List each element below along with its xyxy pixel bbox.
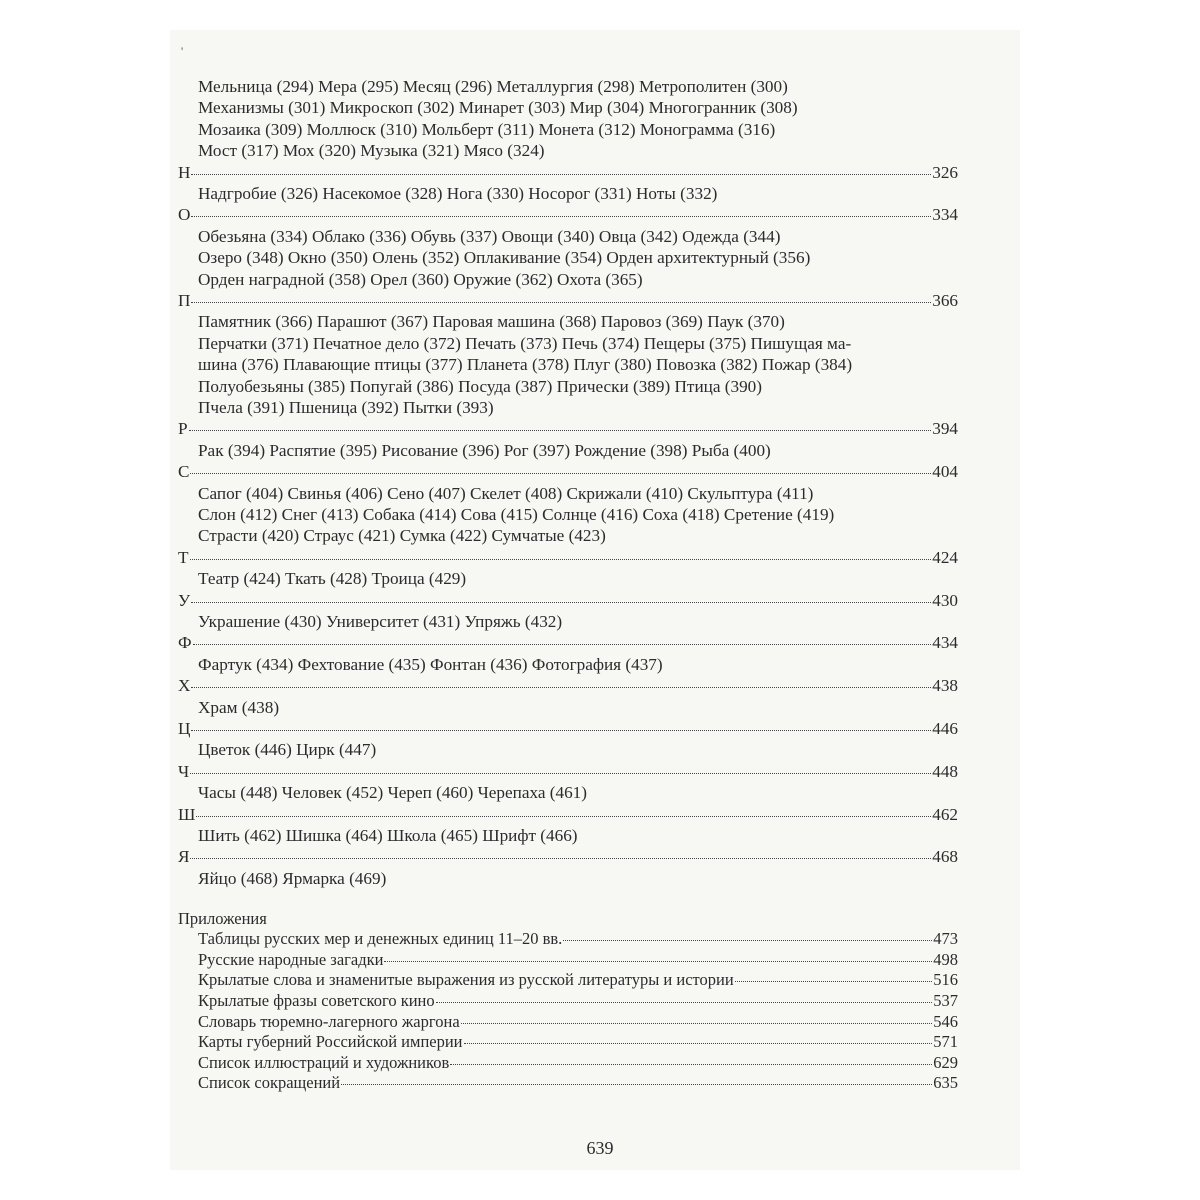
appendix-item-label: Словарь тюремно-лагерного жаргона xyxy=(198,1011,460,1031)
entry-line: Рак (394) Распятие (395) Рисование (396) Рог (397) Рождение (398) Рыба (400) xyxy=(198,440,771,460)
section-4 xyxy=(178,418,958,461)
section-page-number: 434 xyxy=(932,633,958,653)
entry-line: Часы (448) Человек (452) Череп (460) Черепаха (461) xyxy=(198,783,587,803)
spacer xyxy=(178,889,958,909)
entry-line: Пчела (391) Пшеница (392) Пытки (393) xyxy=(198,398,494,418)
entry-line: Яйцо (468) Ярмарка (469) xyxy=(198,868,387,888)
dot-leader xyxy=(196,816,931,817)
section-6 xyxy=(178,547,958,590)
section-page-number: 366 xyxy=(932,291,958,311)
appendix-title: Приложения xyxy=(178,909,267,929)
section-page-number: 468 xyxy=(932,847,958,867)
section-heading-row[interactable] xyxy=(178,718,958,739)
section-heading-row[interactable] xyxy=(178,162,958,183)
section-words xyxy=(198,568,958,589)
section-page-number: 326 xyxy=(932,162,958,182)
section-words xyxy=(198,311,958,418)
appendix-item[interactable] xyxy=(198,1012,958,1033)
dot-leader xyxy=(189,430,932,431)
section-letter: Т xyxy=(178,547,189,567)
section-1 xyxy=(178,162,958,205)
section-page-number: 448 xyxy=(932,761,958,781)
header-mark: ' xyxy=(181,44,184,58)
section-words xyxy=(198,440,958,461)
section-5 xyxy=(178,461,958,547)
entry-line: Механизмы (301) Микроскоп (302) Минарет (303) Мир (304) Многогранник (308) xyxy=(198,98,798,118)
appendix-item-label: Список сокращений xyxy=(198,1073,341,1093)
dot-leader xyxy=(191,174,931,175)
dot-leader xyxy=(191,730,931,731)
initial-words xyxy=(198,76,958,162)
appendix-item-page: 629 xyxy=(933,1052,958,1072)
section-heading-row[interactable] xyxy=(178,590,958,611)
appendix-item-label: Крылатые фразы советского кино xyxy=(198,991,435,1011)
section-page-number: 424 xyxy=(932,547,958,567)
section-letter: Н xyxy=(178,162,191,182)
section-heading-row[interactable] xyxy=(178,632,958,653)
entry-line: Сапог (404) Свинья (406) Сено (407) Скелет (408) Скрижали (410) Скульптура (411) xyxy=(198,483,814,503)
entry-line: Озеро (348) Окно (350) Олень (352) Оплакивание (354) Орден архитектурный (356) xyxy=(198,248,811,268)
appendix-item[interactable] xyxy=(198,991,958,1012)
dot-leader xyxy=(191,302,931,303)
section-words xyxy=(198,739,958,760)
dot-leader xyxy=(193,644,932,645)
section-words xyxy=(198,825,958,846)
section-words xyxy=(198,483,958,547)
section-letter: Ш xyxy=(178,804,196,824)
section-heading-row[interactable] xyxy=(178,204,958,225)
section-9 xyxy=(178,675,958,718)
dot-leader xyxy=(436,1002,933,1003)
section-words xyxy=(198,868,958,889)
entry-line: Украшение (430) Университет (431) Упряжь (432) xyxy=(198,612,563,632)
section-12 xyxy=(178,804,958,847)
section-page-number: 446 xyxy=(932,719,958,739)
appendix-item[interactable] xyxy=(198,1053,958,1074)
letter-sections xyxy=(178,162,958,890)
dot-leader xyxy=(735,981,933,982)
dot-leader xyxy=(384,961,932,962)
appendix-item-page: 498 xyxy=(933,949,958,969)
section-page-number: 430 xyxy=(932,590,958,610)
section-8 xyxy=(178,632,958,675)
appendix-list xyxy=(198,929,958,1094)
section-page-number: 404 xyxy=(932,462,958,482)
section-letter: Ц xyxy=(178,719,191,739)
section-letter: С xyxy=(178,462,190,482)
section-3 xyxy=(178,290,958,418)
dot-leader xyxy=(191,687,931,688)
section-page-number: 438 xyxy=(932,676,958,696)
appendix-item-page: 537 xyxy=(933,991,958,1011)
section-heading-row[interactable] xyxy=(178,846,958,867)
section-heading-row[interactable] xyxy=(178,804,958,825)
appendix-item-page: 571 xyxy=(933,1032,958,1052)
dot-leader xyxy=(190,858,931,859)
appendix-item[interactable] xyxy=(198,1032,958,1053)
appendix-item[interactable] xyxy=(198,929,958,950)
section-letter: Ч xyxy=(178,761,190,781)
section-heading-row[interactable] xyxy=(178,675,958,696)
section-11 xyxy=(178,761,958,804)
entry-line: Обезьяна (334) Облако (336) Обувь (337) Овощи (340) Овца (342) Одежда (344) xyxy=(198,226,781,246)
section-13 xyxy=(178,846,958,889)
appendix-item-label: Крылатые слова и знаменитые выражения из русской литературы и истории xyxy=(198,970,734,990)
dot-leader xyxy=(191,216,931,217)
entry-line: Мост (317) Мох (320) Музыка (321) Мясо (324) xyxy=(198,141,545,161)
appendix-item[interactable] xyxy=(198,970,958,991)
section-letter: У xyxy=(178,590,191,610)
section-page-number: 394 xyxy=(932,419,958,439)
appendix-item-page: 516 xyxy=(933,970,958,990)
entry-line: шина (376) Плавающие птицы (377) Планета (378) Плуг (380) Повозка (382) Пожар (384) xyxy=(198,355,853,375)
appendix-item-page: 473 xyxy=(933,929,958,949)
section-7 xyxy=(178,590,958,633)
appendix-item-label: Таблицы русских мер и денежных единиц 11–20 вв. xyxy=(198,929,563,949)
dot-leader xyxy=(563,940,932,941)
entry-line: Цветок (446) Цирк (447) xyxy=(198,740,377,760)
section-letter: Р xyxy=(178,419,188,439)
entry-line: Надгробие (326) Насекомое (328) Нога (330) Носорог (331) Ноты (332) xyxy=(198,184,718,204)
section-words xyxy=(198,697,958,718)
dot-leader xyxy=(190,773,931,774)
section-words xyxy=(198,226,958,290)
section-words xyxy=(198,183,958,204)
section-letter: О xyxy=(178,205,191,225)
section-heading-row[interactable] xyxy=(178,418,958,439)
appendix-item[interactable] xyxy=(198,1073,958,1094)
section-heading-row[interactable] xyxy=(178,290,958,311)
dot-leader xyxy=(190,473,931,474)
entry-line: Памятник (366) Парашют (367) Паровая машина (368) Паровоз (369) Паук (370) xyxy=(198,312,785,332)
section-letter: П xyxy=(178,291,191,311)
entry-line: Храм (438) xyxy=(198,697,280,717)
section-heading-row[interactable] xyxy=(178,761,958,782)
entry-line: Фартук (434) Фехтование (435) Фонтан (436) Фотография (437) xyxy=(198,654,663,674)
entry-line: Мозаика (309) Моллюск (310) Мольберт (311) Монета (312) Монограмма (316) xyxy=(198,119,776,139)
dot-leader xyxy=(450,1064,932,1065)
entry-line: Шить (462) Шишка (464) Школа (465) Шрифт (466) xyxy=(198,826,578,846)
dot-leader xyxy=(191,602,931,603)
section-letter: Х xyxy=(178,676,191,696)
section-words xyxy=(198,654,958,675)
section-heading-row[interactable] xyxy=(178,547,958,568)
appendix-item-label: Список иллюстраций и художников xyxy=(198,1052,450,1072)
section-page-number: 462 xyxy=(932,804,958,824)
dot-leader xyxy=(464,1043,933,1044)
entry-line: Страсти (420) Страус (421) Сумка (422) Сумчатые (423) xyxy=(198,526,606,546)
page-number: 639 xyxy=(586,1138,614,1158)
dot-leader xyxy=(341,1084,932,1085)
section-letter: Я xyxy=(178,847,190,867)
appendix-item-page: 546 xyxy=(933,1011,958,1031)
entry-line: Орден наградной (358) Орел (360) Оружие (362) Охота (365) xyxy=(198,269,643,289)
section-2 xyxy=(178,204,958,290)
dot-leader xyxy=(190,559,932,560)
table-of-contents xyxy=(178,76,958,1094)
section-words xyxy=(198,782,958,803)
section-page-number: 334 xyxy=(932,205,958,225)
entry-line: Полуобезьяны (385) Попугай (386) Посуда (387) Прически (389) Птица (390) xyxy=(198,376,762,396)
appendix-item[interactable] xyxy=(198,950,958,971)
section-words xyxy=(198,611,958,632)
dot-leader xyxy=(461,1023,933,1024)
appendix-item-label: Карты губерний Российской империи xyxy=(198,1032,463,1052)
section-10 xyxy=(178,718,958,761)
entry-line: Перчатки (371) Печатное дело (372) Печать (373) Печь (374) Пещеры (375) Пишущая ма- xyxy=(198,333,852,353)
appendix-item-label: Русские народные загадки xyxy=(198,949,384,969)
section-letter: Ф xyxy=(178,633,192,653)
entry-line: Мельница (294) Мера (295) Месяц (296) Металлургия (298) Метрополитен (300) xyxy=(198,77,788,96)
appendix-item-page: 635 xyxy=(933,1073,958,1093)
section-heading-row[interactable] xyxy=(178,461,958,482)
entry-line: Слон (412) Снег (413) Собака (414) Сова (415) Солнце (416) Соха (418) Сретение (419) xyxy=(198,505,835,525)
entry-line: Театр (424) Ткать (428) Троица (429) xyxy=(198,569,467,589)
